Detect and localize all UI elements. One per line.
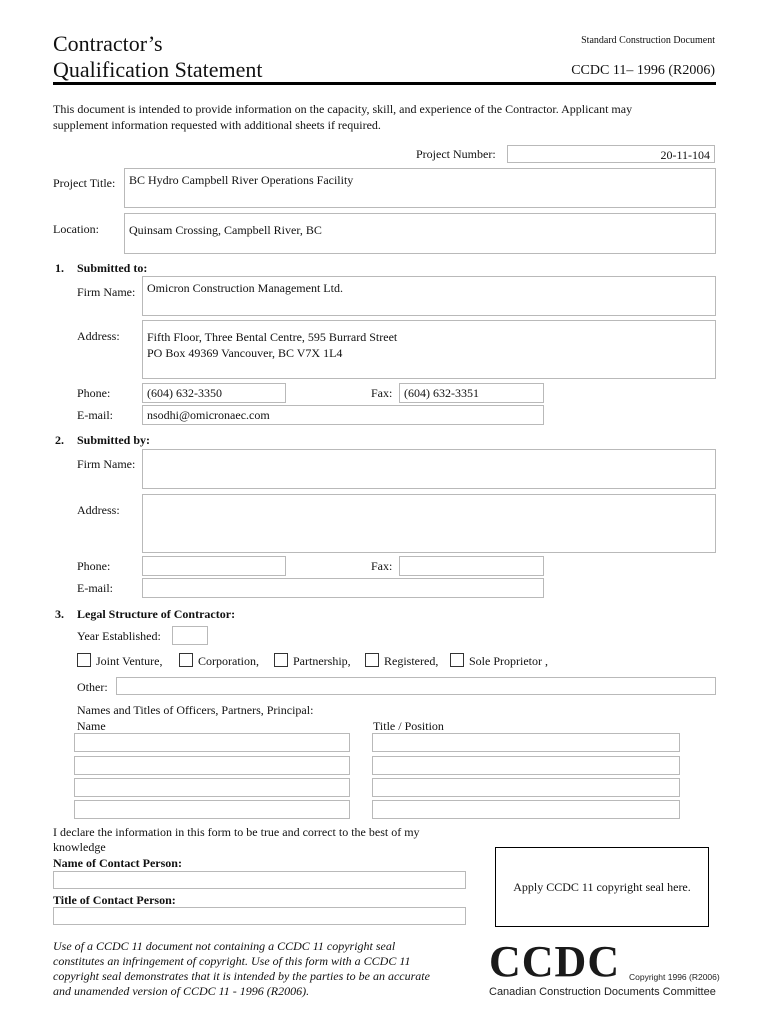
submitted-to-address-line-2: PO Box 49369 Vancouver, BC V7X 1L4 <box>147 346 343 360</box>
section-2-heading: Submitted by: <box>77 433 151 447</box>
year-established-label: Year Established: <box>77 629 161 643</box>
submitted-to-fax-field[interactable]: (604) 632-3351 <box>399 383 544 403</box>
submitted-by-fax-label: Fax: <box>371 559 393 573</box>
submitted-to-email-field[interactable]: nsodhi@omicronaec.com <box>142 405 544 425</box>
notice-line-4: and unamended version of CCDC 11 - 1996 (R2006). <box>53 984 310 998</box>
notice-line-1: Use of a CCDC 11 document not containing a CCDC 11 copyright seal <box>53 939 396 953</box>
other-label: Other: <box>77 680 108 694</box>
submitted-to-firm-label: Firm Name: <box>77 285 136 299</box>
header-rule <box>53 82 716 85</box>
section-1-heading: Submitted to: <box>77 261 148 275</box>
joint-venture-label: Joint Venture, <box>96 654 163 668</box>
notice-line-3: copyright seal demonstrates that it is intended by the parties to be an accurate <box>53 969 430 983</box>
officer-name-field-4[interactable] <box>74 800 350 819</box>
doc-code: CCDC 11– 1996 (R2006) <box>571 63 715 78</box>
intro-line-2: supplement information requested with additional sheets if required. <box>53 118 381 132</box>
officers-label: Names and Titles of Officers, Partners, Principal: <box>77 703 314 717</box>
contact-title-field[interactable] <box>53 907 466 925</box>
submitted-to-phone-label: Phone: <box>77 386 111 400</box>
project-number-field[interactable]: 20-11-104 <box>507 145 715 163</box>
submitted-by-address-field[interactable] <box>142 494 716 553</box>
sole-proprietor-checkbox[interactable] <box>450 653 464 667</box>
notice-line-2: constitutes an infringement of copyright. Use of this form with a CCDC 11 <box>53 954 411 968</box>
submitted-by-fax-field[interactable] <box>399 556 544 576</box>
location-field[interactable]: Quinsam Crossing, Campbell River, BC <box>124 213 716 254</box>
logo-org-name: Canadian Construction Documents Committee <box>489 986 716 998</box>
project-title-label: Project Title: <box>53 176 116 190</box>
submitted-to-phone-field[interactable]: (604) 632-3350 <box>142 383 286 403</box>
partnership-label: Partnership, <box>293 654 351 668</box>
other-field[interactable] <box>116 677 716 695</box>
submitted-by-phone-field[interactable] <box>142 556 286 576</box>
doc-type: Standard Construction Document <box>581 35 715 46</box>
submitted-by-phone-label: Phone: <box>77 559 111 573</box>
officer-title-field-2[interactable] <box>372 756 680 775</box>
submitted-to-address-field[interactable] <box>142 320 716 379</box>
contact-name-field[interactable] <box>53 871 466 889</box>
corporation-label: Corporation, <box>198 654 259 668</box>
officer-title-field-1[interactable] <box>372 733 680 752</box>
title-line-2: Qualification Statement <box>53 57 263 82</box>
title-line-1: Contractor’s <box>53 31 163 56</box>
officer-title-field-3[interactable] <box>372 778 680 797</box>
submitted-to-address-line-1: Fifth Floor, Three Bental Centre, 595 Burrard Street <box>147 330 398 344</box>
contact-name-label: Name of Contact Person: <box>53 856 182 870</box>
registered-checkbox[interactable] <box>365 653 379 667</box>
submitted-to-firm-field[interactable]: Omicron Construction Management Ltd. <box>142 276 716 316</box>
section-3-number: 3. <box>55 607 64 621</box>
submitted-by-firm-field[interactable] <box>142 449 716 489</box>
section-1-number: 1. <box>55 261 64 275</box>
section-2-number: 2. <box>55 433 64 447</box>
contact-title-label: Title of Contact Person: <box>53 893 176 907</box>
submitted-by-firm-label: Firm Name: <box>77 457 136 471</box>
logo-copyright: Copyright 1996 (R2006) <box>629 972 720 982</box>
sole-proprietor-label: Sole Proprietor , <box>469 654 548 668</box>
project-title-field[interactable]: BC Hydro Campbell River Operations Facility <box>124 168 716 208</box>
submitted-by-email-label: E-mail: <box>77 581 113 595</box>
copyright-seal-box <box>495 847 709 927</box>
submitted-to-email-label: E-mail: <box>77 408 113 422</box>
location-label: Location: <box>53 222 99 236</box>
section-3-heading: Legal Structure of Contractor: <box>77 607 236 621</box>
joint-venture-checkbox[interactable] <box>77 653 91 667</box>
declaration-line-1: I declare the information in this form to be true and correct to the best of my <box>53 825 420 839</box>
seal-instruction: Apply CCDC 11 copyright seal here. <box>513 880 691 894</box>
submitted-to-address-label: Address: <box>77 329 120 343</box>
corporation-checkbox[interactable] <box>179 653 193 667</box>
submitted-to-fax-label: Fax: <box>371 386 393 400</box>
officer-name-field-3[interactable] <box>74 778 350 797</box>
registered-label: Registered, <box>384 654 439 668</box>
partnership-checkbox[interactable] <box>274 653 288 667</box>
project-number-label: Project Number: <box>416 147 496 161</box>
name-column-header: Name <box>77 719 106 733</box>
submitted-by-email-field[interactable] <box>142 578 544 598</box>
year-established-field[interactable] <box>172 626 208 645</box>
officer-name-field-2[interactable] <box>74 756 350 775</box>
officer-title-field-4[interactable] <box>372 800 680 819</box>
submitted-by-address-label: Address: <box>77 503 120 517</box>
declaration-line-2: knowledge <box>53 840 106 854</box>
ccdc-logo: CCDC <box>489 937 621 986</box>
intro-line-1: This document is intended to provide information on the capacity, skill, and experience of the Contractor. Applicant may <box>53 102 633 116</box>
officer-name-field-1[interactable] <box>74 733 350 752</box>
title-column-header: Title / Position <box>373 719 444 733</box>
